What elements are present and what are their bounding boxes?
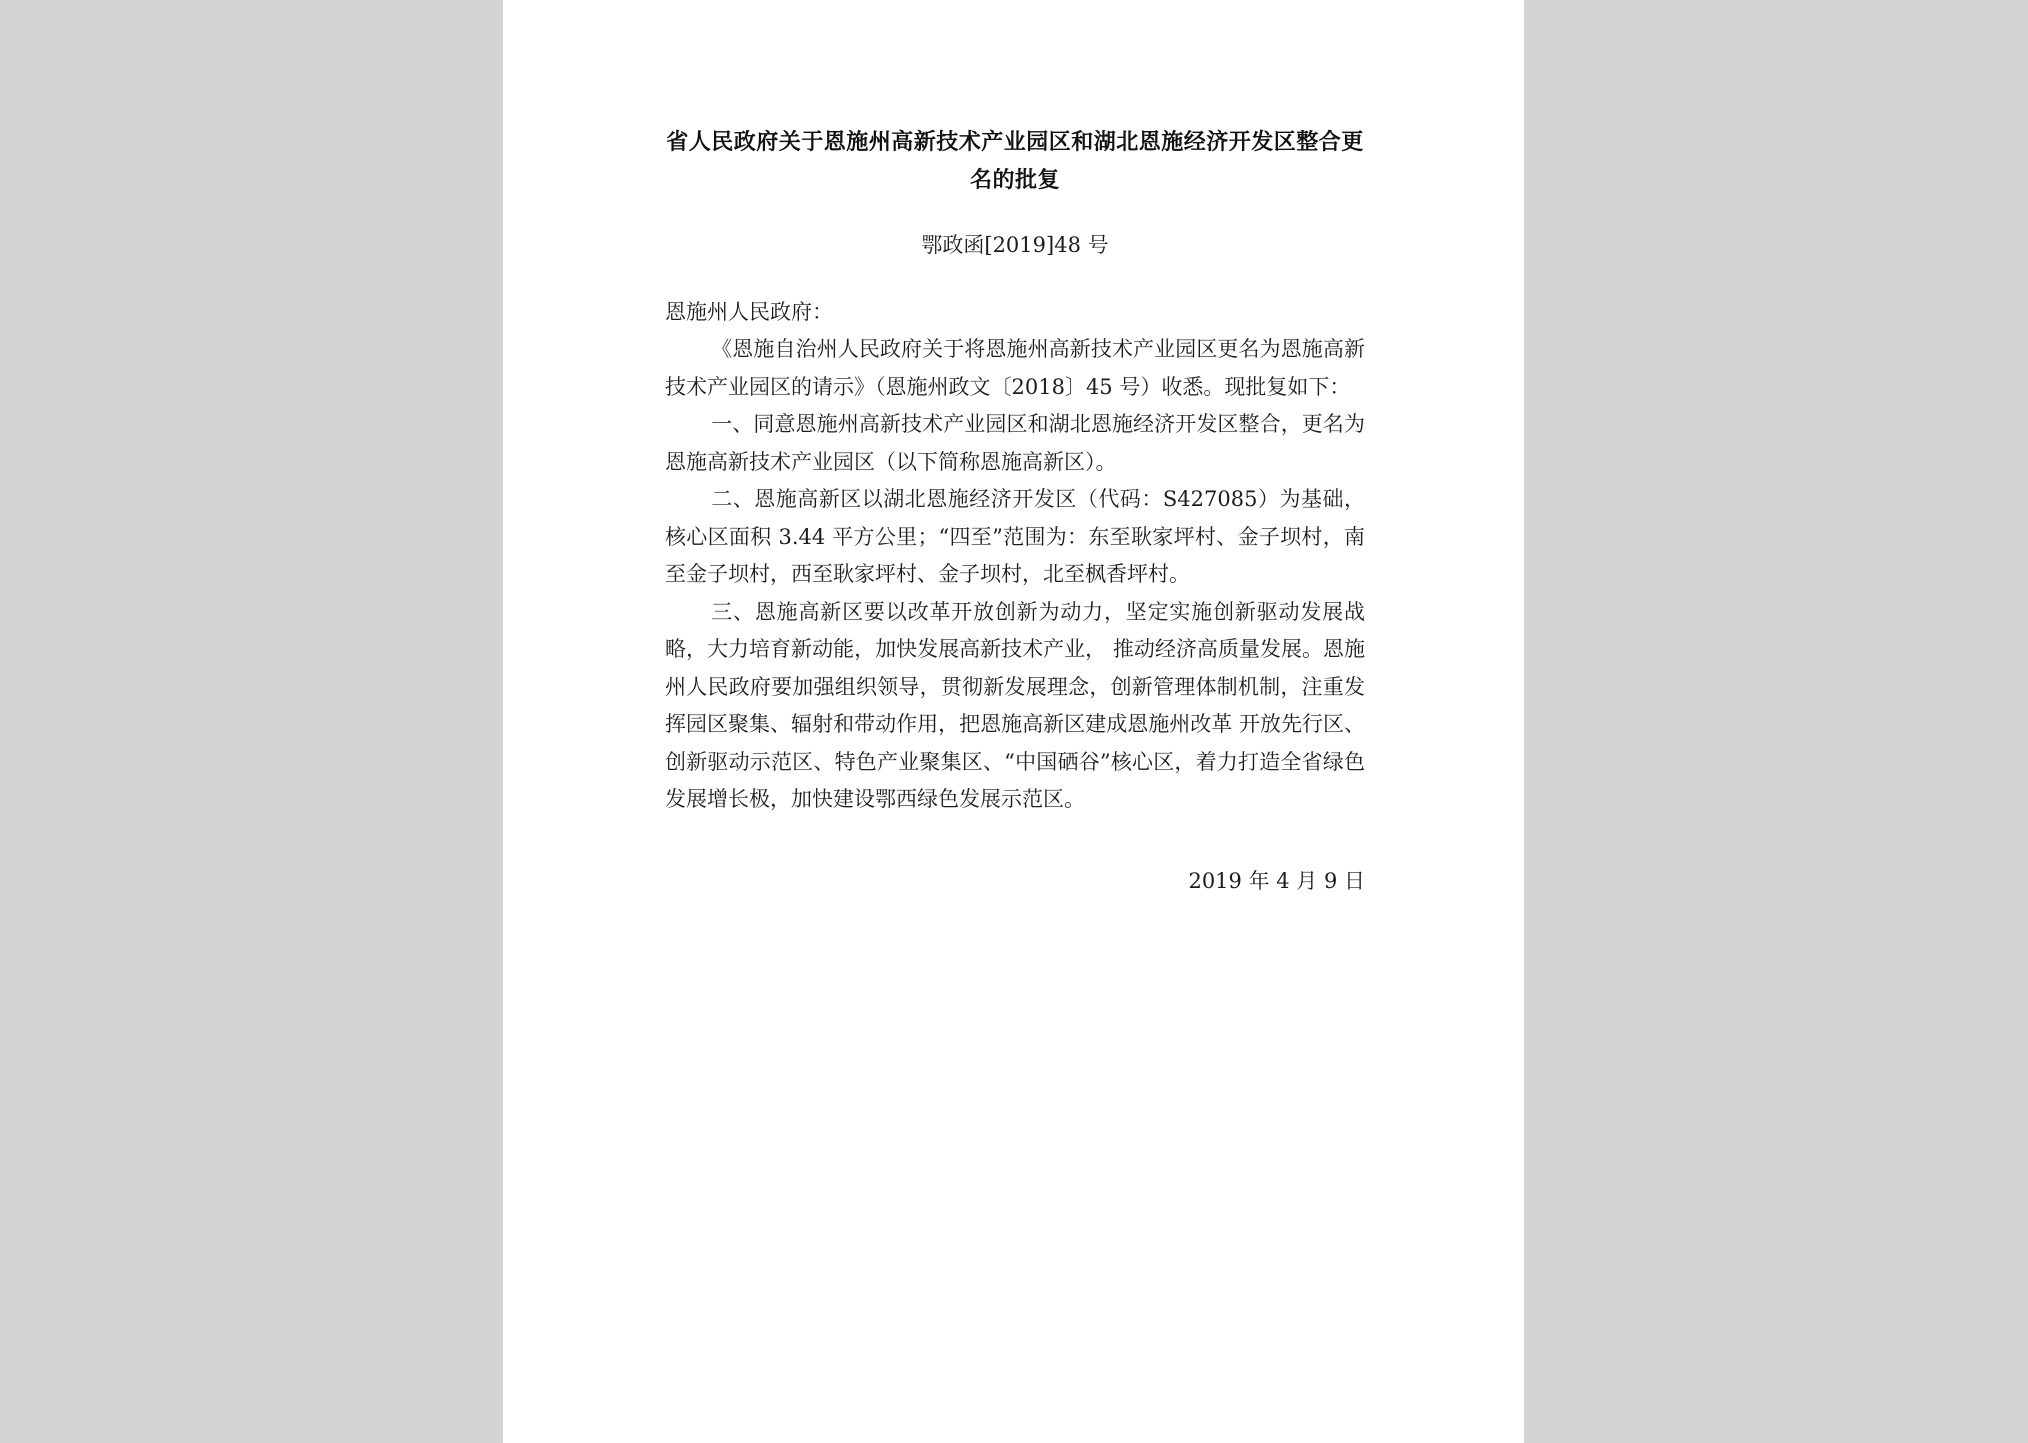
- salutation: 恩施州人民政府：: [665, 300, 833, 324]
- paragraph-item-3: 三、恩施高新区要以改革开放创新为动力，坚定实施创新驱动发展战略，大力培育新动能，加快发展高新技术产业， 推动经济高质量发展。恩施州人民政府要加强组织领导，贯彻新发展理念，创新管理体制机制，注重发挥园区聚集、辐射和带动作用，把恩施高新区建成恩施州改革 开放先行区、创新驱动示范区、特色产业聚集区、“中国硒谷”核心区，着力打造全省绿色发展增长极，加快建设鄂西绿色发展示范区。: [665, 599, 1365, 811]
- document-page: [503, 0, 1524, 1443]
- document-date: 2019 年 4 月 9 日: [1188, 868, 1365, 893]
- document-body: [665, 124, 1365, 900]
- paragraph-intro: 《恩施自治州人民政府关于将恩施州高新技术产业园区更名为恩施高新技术产业园区的请示》（恩施州政文〔2018〕45 号）收悉。现批复如下：: [665, 337, 1365, 399]
- paragraph-item-2: 二、恩施高新区以湖北恩施经济开发区（代码：S427085）为基础，核心区面积 3.44 平方公里；“四至”范围为：东至耿家坪村、金子坝村，南至金子坝村，西至耿家坪村、金子坝村，北至枫香坪村。: [665, 487, 1365, 586]
- paragraph-item-1: 一、同意恩施州高新技术产业园区和湖北恩施经济开发区整合，更名为恩施高新技术产业园区（以下简称恩施高新区）。: [665, 412, 1365, 474]
- document-title: 省人民政府关于恩施州高新技术产业园区和湖北恩施经济开发区整合更名的批复: [666, 130, 1364, 193]
- document-number: 鄂政函[2019]48 号: [921, 233, 1109, 257]
